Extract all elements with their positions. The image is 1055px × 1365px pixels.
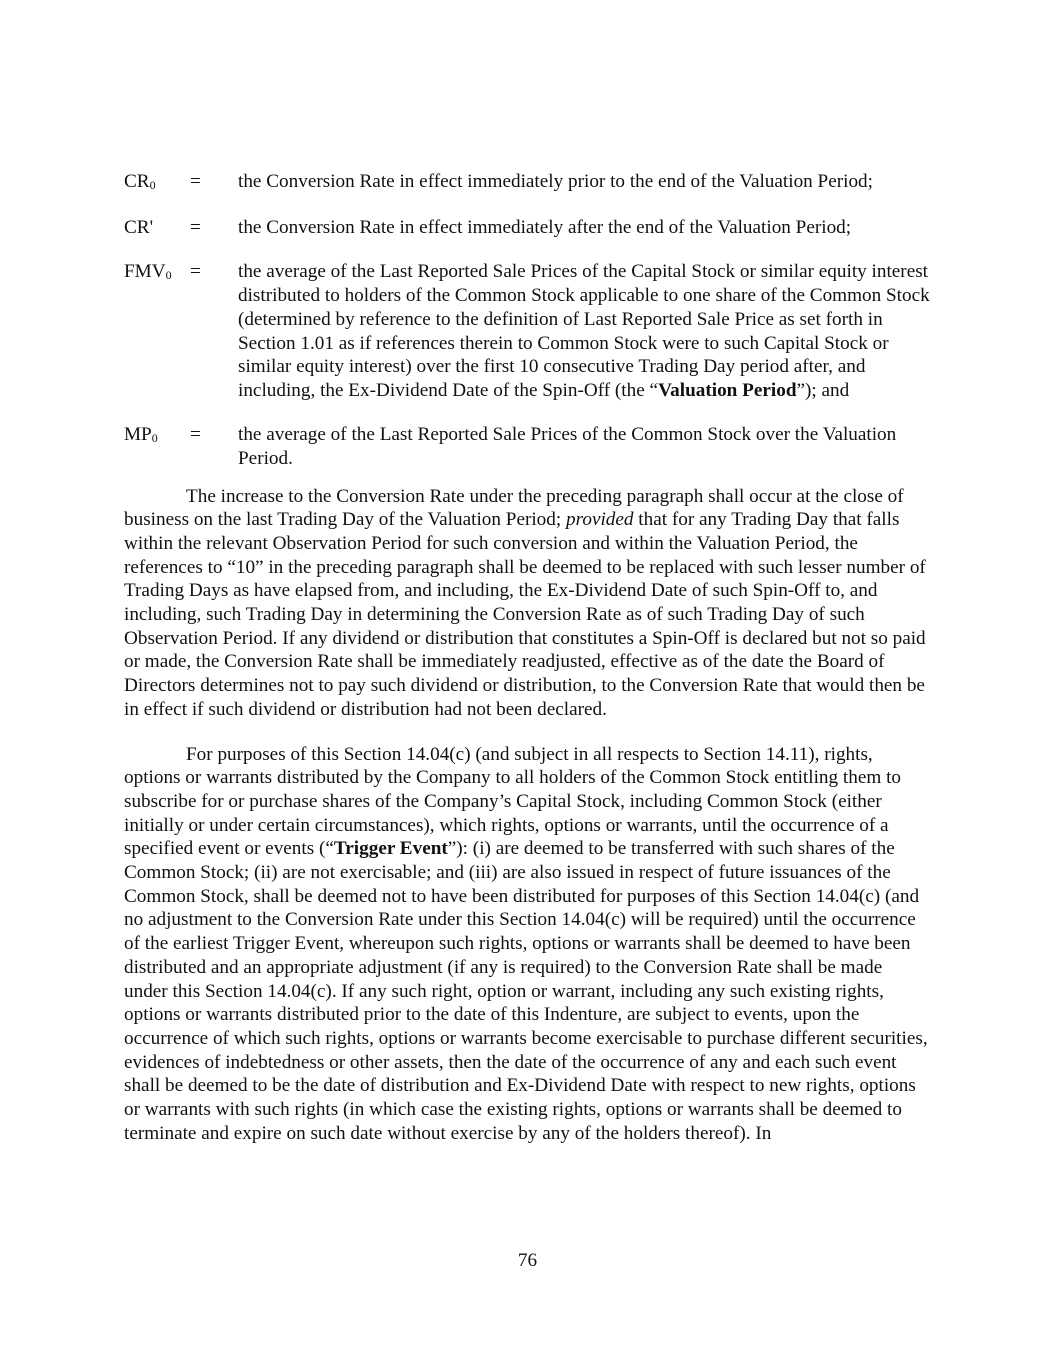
- term-subscript: 0: [151, 431, 158, 446]
- term-subscript: 0: [165, 268, 172, 283]
- definition-term: $MP_0$: [124, 424, 158, 446]
- defined-term-trigger-event: Trigger Event: [333, 838, 448, 860]
- definition-fmv0: [124, 260, 930, 402]
- definition-term: $FMV_0$: [124, 261, 172, 283]
- italic-provided: provided: [566, 509, 634, 531]
- equals-sign: =: [190, 424, 201, 446]
- definition-term: CR': [124, 217, 154, 239]
- defined-term-valuation-period: Valuation Period: [658, 379, 797, 401]
- definition-cr-prime: [124, 216, 930, 240]
- paragraph-rights-options-warrants: For purposes of this Section 14.04(c) (and subject in all respects to Section 14.11), rights, options or warrants distributed by the Company to all holders of the Common Stock entitling them to subscribe for or purchase shares of the Company’s Capital Stock, including Common Stock (either initially or under certain circumstances), which rights, options or warrants, until the occurrence of a specified event or events (“Trigger Event”): (i) are deemed to be transferred with such shares of the Common Stock; (ii) are not exercisable; and (iii) are also issued in respect of future issuances of the Common Stock, shall be deemed not to have been distributed for purposes of this Section 14.04(c) (and no adjustment to the Conversion Rate under this Section 14.04(c) will be required) until the occurrence of the earliest Trigger Event, whereupon such rights, options or warrants shall be deemed to have been distributed and an appropriate adjustment (if any is required) to the Conversion Rate shall be made under this Section 14.04(c). If any such right, option or warrant, including any such existing rights, options or warrants distributed prior to the date of this Indenture, are subject to events, upon the occurrence of which such rights, options or warrants become exercisable to purchase different securities, evidences of indebtedness or other assets, then the date of the occurrence of any and each such event shall be deemed to be the date of distribution and Ex-Dividend Date with respect to new rights, options or warrants with such rights (in which case the existing rights, options or warrants shall be deemed to terminate and expire on such date without exercise by any of the holders thereof). In: [124, 743, 928, 1144]
- equals-sign: =: [190, 261, 201, 283]
- definition-text: the Conversion Rate in effect immediately prior to the end of the Valuation Period;: [238, 171, 873, 192]
- definition-text: the average of the Last Reported Sale Prices of the Common Stock over the Valuation Period.: [238, 424, 897, 469]
- definition-text: the average of the Last Reported Sale Prices of the Capital Stock or similar equity interest distributed to holders of the Common Stock applicable to one share of the Common Stock (determined by reference to the definition of Last Reported Sale Price as set forth in Section 1.01 as if references therein to Common Stock were to such Capital Stock or similar equity interest) over the first 10 consecutive Trading Day period after, and including, the Ex-Dividend Date of the Spin-Off (the “Valuation Period”); and: [238, 261, 930, 401]
- paragraph-conversion-rate-increase: The increase to the Conversion Rate under the preceding paragraph shall occur at the close of business on the last Trading Day of the Valuation Period; provided that for any Trading Day that falls within the relevant Observation Period for such conversion and within the Valuation Period, the references to “10” in the preceding paragraph shall be deemed to be replaced with such lesser number of Trading Days as have elapsed from, and including, the Ex-Dividend Date of such Spin-Off to, and including, such Trading Day in determining the Conversion Rate as of such Trading Day of such Observation Period. If any dividend or distribution that constitutes a Spin-Off is declared but not so paid or made, the Conversion Rate shall be immediately readjusted, effective as of the date the Board of Directors determines not to pay such dividend or distribution, to the Conversion Rate that would then be in effect if such dividend or distribution had not been declared.: [124, 485, 926, 720]
- term-subscript: 0: [149, 178, 156, 192]
- definition-mp0: [124, 423, 930, 470]
- definition-cr0: [124, 170, 930, 196]
- page-number: 76: [517, 1250, 538, 1271]
- equals-sign: =: [190, 171, 201, 192]
- definition-term: $CR_0$: [124, 171, 156, 192]
- definition-text: the Conversion Rate in effect immediately after the end of the Valuation Period;: [238, 217, 852, 239]
- equals-sign: =: [190, 217, 201, 239]
- document-body: [124, 170, 930, 1146]
